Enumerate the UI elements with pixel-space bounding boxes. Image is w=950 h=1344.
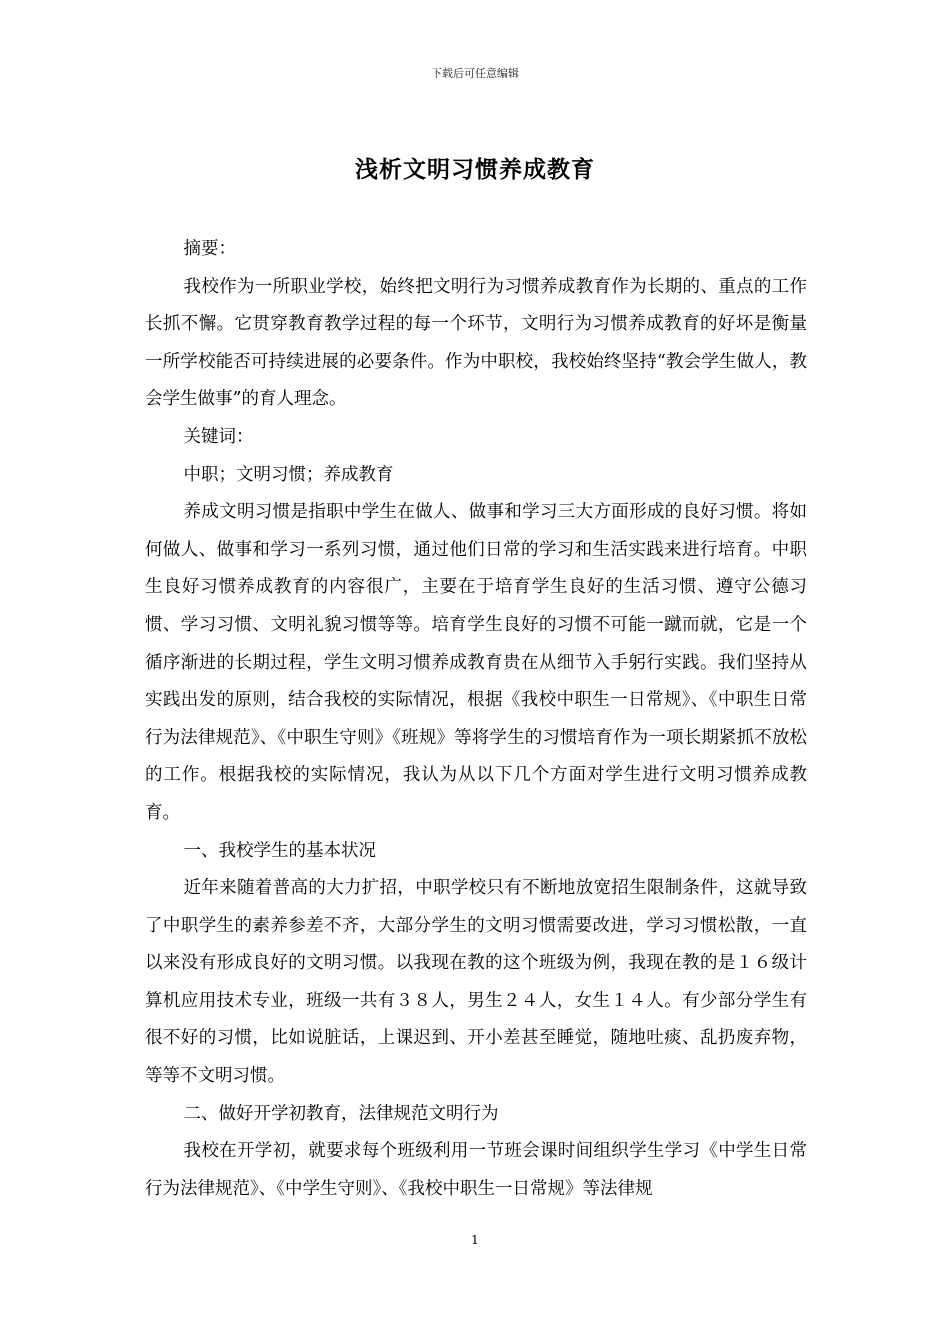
page-header: 下载后可任意编辑 bbox=[431, 67, 519, 80]
page-number: 1 bbox=[471, 1233, 479, 1247]
section-heading-2: 二、做好开学初教育，法律规范文明行为 bbox=[183, 1103, 499, 1124]
intro-paragraph: 养成文明习惯是指职中学生在做人、做事和学习三大方面形成的良好习惯。将如何做人、做事和学习一系列习惯，通过他们日常的学习和生活实践来进行培育。中职生良好习惯养成教育的内容很广，主要在于培育学生良好的生活习惯、遵守公德习惯、学习习惯、文明礼貌习惯等等。培育学生良好的习惯不可能一蹴而就，它是一个循序渐进的长期过程，学生文明习惯养成教育贵在从细节入手躬行实践。我们坚持从实践出发的原则，结合我校的实际情况，根据《我校中职生一日常规》、《中职生日常行为法律规范》、《中职生守则》《班规》等将学生的习惯培育作为一项长期紧抓不放松的工作。根据我校的实际情况，我认为从以下几个方面对学生进行文明习惯养成教育。 bbox=[145, 502, 807, 823]
keywords-list: 中职；文明习惯；养成教育 bbox=[183, 464, 394, 485]
section-heading-1: 一、我校学生的基本状况 bbox=[183, 840, 376, 861]
document-title: 浅析文明习惯养成教育 bbox=[355, 156, 595, 183]
keywords-heading: 关键词： bbox=[183, 426, 254, 447]
section-1-paragraph: 近年来随着普高的大力扩招，中职学校只有不断地放宽招生限制条件，这就导致了中职学生的素养参差不齐，大部分学生的文明习惯需要改进，学习习惯松散，一直以来没有形成良好的文明习惯。以我现在教的这个班级为例，我现在教的是１６级计算机应用技术专业，班级一共有３８人，男生２４人，女生１４人。有少部分学生有很不好的习惯，比如说脏话，上课迟到、开小差甚至睡觉，随地吐痰、乱扔废弃物，等等不文明习惯。 bbox=[145, 878, 807, 1087]
abstract-paragraph: 我校作为一所职业学校，始终把文明行为习惯养成教育作为长期的、重点的工作长抓不懈。它贯穿教育教学过程的每一个环节，文明行为习惯养成教育的好坏是衡量一所学校能否可持续进展的必要条件。作为中职校，我校始终坚持“教会学生做人，教会学生做事”的育人理念。 bbox=[145, 276, 807, 410]
section-2-paragraph: 我校在开学初，就要求每个班级利用一节班会课时间组织学生学习《中学生日常行为法律规范》、《中学生守则》、《我校中职生一日常规》等法律规 bbox=[145, 1141, 807, 1199]
abstract-heading: 摘要： bbox=[183, 239, 236, 259]
document-body bbox=[145, 231, 807, 1208]
